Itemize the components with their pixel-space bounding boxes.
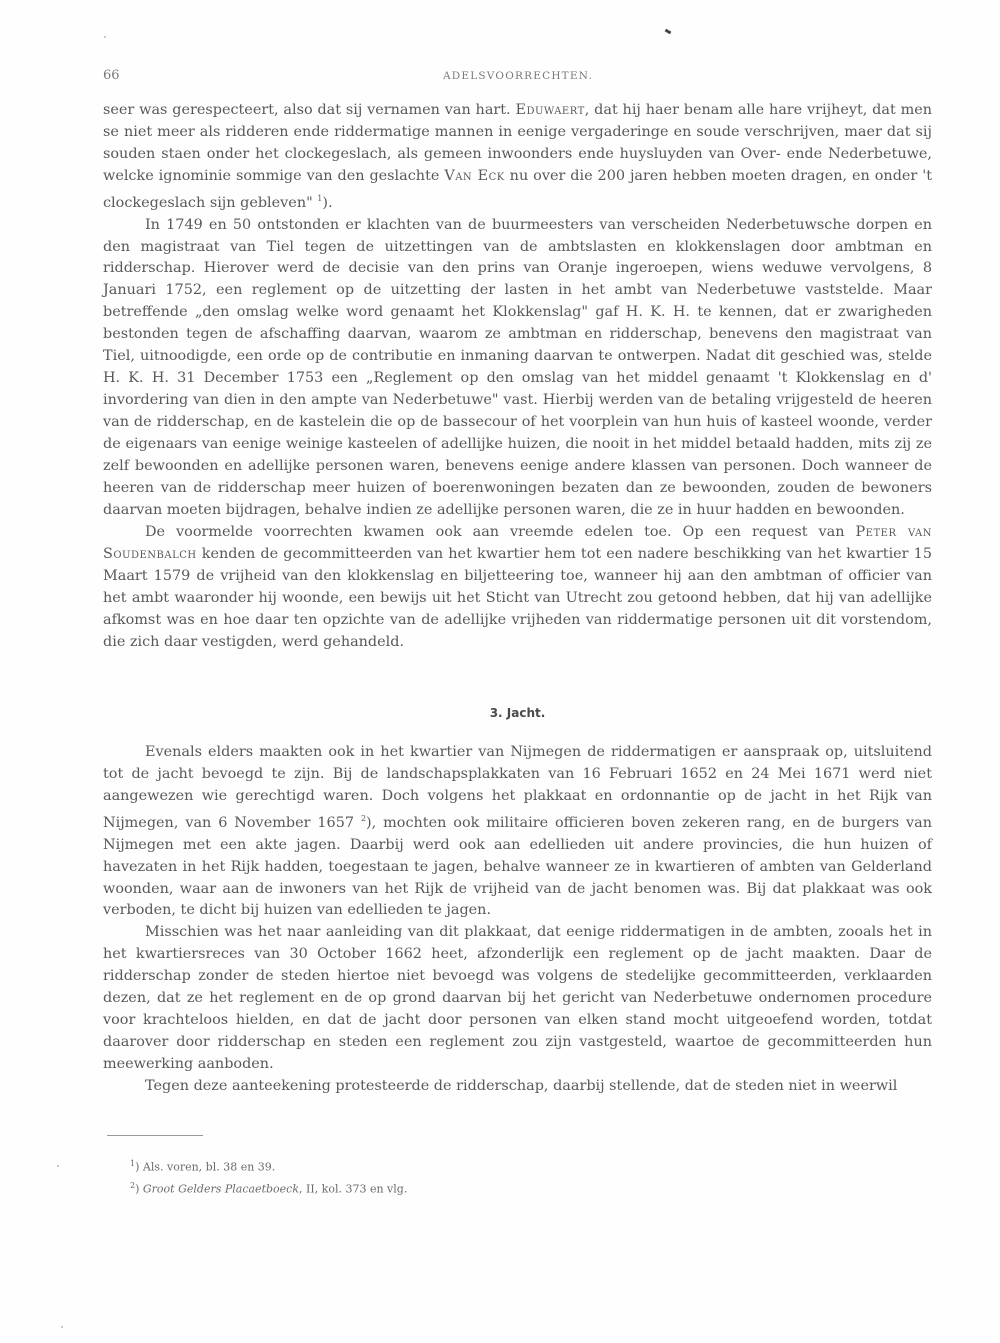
footnote-2 <box>130 1177 830 1199</box>
person-name: Van Eck <box>444 167 505 184</box>
footnote-text: ) Als. voren, bl. 38 en 39. <box>135 1160 276 1174</box>
footnote-text: ) <box>135 1182 143 1196</box>
text-run: seer was gerespecteert, also dat sij vernamen van hart. <box>103 102 516 118</box>
page-number: 66 <box>103 68 120 83</box>
person-name: Eduwaert <box>515 102 585 118</box>
footnote-reference: 1 <box>317 193 323 203</box>
footnote-reference: 2 <box>360 813 367 823</box>
paragraph: In 1749 en 50 ontstonden er klachten van de buurmeesters van verscheiden Nederbetuwsche dorpen en den magistraat van Tiel tegen de uitzettingen van de ambtslasten en klokkenslagen door ambtman en ridderschap. Hierover werd de decisie van den prins van Oranje ingeroepen, wiens weduwe vervolgens, 8 Januari 1752, een reglement op de uitzetting der lasten in het ambt van Nederbetuwe vaststelde. Maar betreffende „den omslag welke word genaamt het Klokkenslag" gaf H. K. H. te kennen, dat er zwarigheden bestonden tegen de afschaffing daarvan, waarom ze ambtman en ridderschap, benevens den magistraat van Tiel, uitnoodigde, een orde op de contributie en inmaning daarvan te ontwerpen. Nadat dit geschied was, stelde H. K. H. 31 December 1753 een „Reglement op den omslag van het middel genaamt 't Klokkenslag en d' invordering van dien in den ampte van Nederbetuwe" vast. Hierbij werden van de betaling vrijgesteld de heeren van de ridderschap, en de kastelein die op de bassecour of het voorplein van hun huis of kasteel woonde, verder de eigenaars van eenige weinige kasteelen of adellijke huizen, die nooit in het middel betaald hadden, mits zij ze zelf bewoonden en adellijke personen waren, benevens eenige andere klassen van personen. Doch wanneer de heeren van de ridderschap meer huizen of boerenwoningen bezaten dan ze bewoonden, zouden de bewoners daarvan moeten bijdragen, behalve indien ze adellijke personen waren, die ze in huur hadden en bewoonden. <box>103 216 932 518</box>
text-run: nu over die 200 jaren hebben moeten dragen, en onder 't clockegeslach sijn gebleven" <box>103 167 932 211</box>
margin-dot <box>104 36 106 38</box>
paragraph: Misschien was het naar aanleiding van dit plakkaat, dat eenige riddermatigen in de ambten, zooals het in het kwartiersreces van 30 October 1662 heet, afzonderlijk een reglement op de jacht maakten. Daar de ridderschap zonder de steden hiertoe niet bevoegd was volgens de stedelijke gecommitteerden, verklaarden dezen, dat ze het reglement en de op grond daarvan bij het gericht van Nederbetuwe ondernomen procedure voor krachteloos hielden, en dat de jacht door personen van elken stand mocht uitgeoefend worden, totdat daarover door ridderschap en steden een reglement zou zijn vastgesteld, waartoe de gecommitteerden hun meewerking aanboden. <box>103 924 932 1073</box>
body-text-section-2 <box>103 742 932 1098</box>
paragraph <box>103 522 932 654</box>
footnote-text: , II, kol. 373 en vlg. <box>299 1182 408 1196</box>
margin-dot <box>57 1165 59 1167</box>
text-run: kenden de gecommitteerden van het kwartier hem tot een nadere beschikking van het kwartier 15 Maart 1579 de vrijheid van den klokkenslag en biljetteering toe, wanneer hij aan den ambtman of officier van het ambt waaronder hij woonde, een bewijs uit het Sticht van Utrecht zou getoond hebben, dat hij van adellijke afkomst was en hoe daar ten opzichte van de adellijke vrijheden van riddermatige personen uit dit vorstendom, die zich daar vestigden, werd gehandeld. <box>103 545 932 650</box>
text-run: ), mochten ook militaire officieren boven zekeren rang, en de burgers van Nijmegen met een akte jagen. Daarbij werd ook aan edellieden uit andere provincies, die hun huizen of havezaten in het Rijk hadden, toegestaan te jagen, behalve wanneer ze in kwartieren of ambten van Gelderland woonden, waar aan de inwoners van het Rijk de vrijheid van de jacht benomen was. Bij dat plakkaat was ook verboden, te dicht bij huizen van edellieden te jagen. <box>103 814 932 919</box>
footnote-1 <box>130 1155 830 1177</box>
person-name: Peter van Soudenbalch <box>103 523 932 562</box>
page-header <box>103 68 933 88</box>
paragraph <box>103 742 932 922</box>
footnote-marker: 2 <box>130 1180 136 1190</box>
text-run: Evenals elders maakten ook in het kwartier van Nijmegen de riddermatigen er aanspraak op, uitsluitend tot de jacht bevoegd te zijn. Bij de landschapsplakkaten van 16 Februari 1652 en 24 Mei 1671 werd niet aangewezen wie gerechtigd waren. Doch volgens het plakkaat en ordonnantie op de jacht in het Rijk van Nijmegen, van 6 November 1657 <box>103 744 932 831</box>
paragraph <box>103 100 932 215</box>
footnotes <box>130 1155 830 1198</box>
body-text-section-1 <box>103 100 932 654</box>
footnote-source-title: Groot Gelders Placaetboeck <box>142 1182 299 1196</box>
margin-dot <box>61 1326 63 1328</box>
paragraph: Tegen deze aanteekening protesteerde de ridderschap, daarbij stellende, dat de steden niet in weerwil <box>145 1078 898 1095</box>
ink-speck <box>665 29 672 35</box>
text-run: , dat hij haer benam alle hare vrijheyt, dat men se niet meer als ridderen ende riddermatige mannen in eenige vergaderinge en soude verschrijven, maer dat sij souden staen onder het clockegeslach, als gemeen inwoonders ende huysluyden van Over- ende Nederbetuwe, welcke ignominie sommige van den geslachte <box>103 102 933 184</box>
text-run: De voormelde voorrechten kwamen ook aan vreemde edelen toe. Op een request van <box>145 523 856 540</box>
footnote-divider <box>107 1135 203 1136</box>
section-heading: 3. Jacht. <box>489 706 546 720</box>
text-run: ). <box>322 194 333 211</box>
running-head: ADELSVOORRECHTEN. <box>442 70 594 82</box>
footnote-marker: 1 <box>130 1159 136 1168</box>
